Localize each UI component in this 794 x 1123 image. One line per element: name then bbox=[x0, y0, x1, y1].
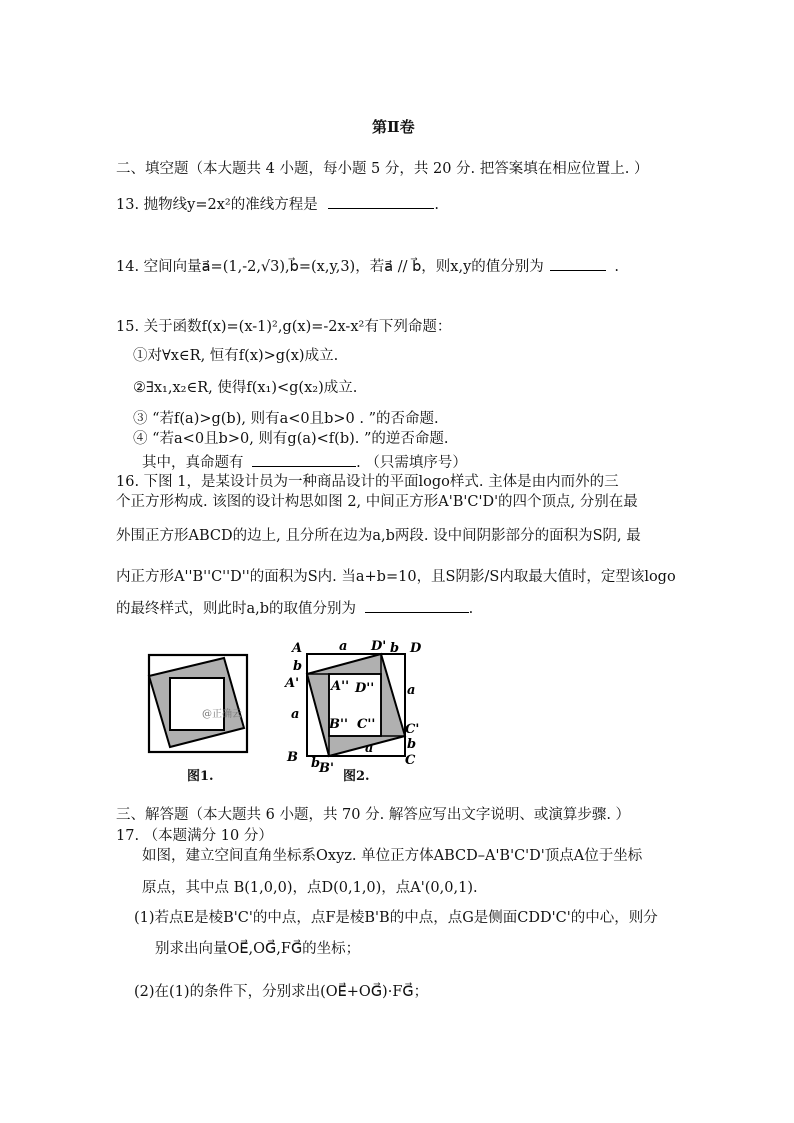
question-15-item-1: ①对∀x∈R, 恒有f(x)>g(x)成立. bbox=[133, 348, 339, 364]
fig1-inner-square bbox=[170, 678, 224, 730]
page-title: 第Ⅱ卷 bbox=[372, 118, 415, 136]
fig2-label-A: A bbox=[292, 641, 303, 656]
question-15-item-3: ③ “若f(a)>g(b), 则有a<0且b>0 . ”的否命题. bbox=[133, 411, 439, 427]
question-15-item-4: ④ “若a<0且b>0, 则有g(a)<f(b). ”的逆否命题. bbox=[133, 431, 449, 447]
fig2-label-a-left: a bbox=[291, 707, 300, 722]
question-14-tail: . bbox=[614, 259, 619, 275]
fig2-label-a-bottom: a bbox=[365, 741, 374, 756]
question-15-answer-suffix: . （只需填序号） bbox=[356, 455, 467, 471]
figure-2 bbox=[283, 636, 433, 784]
question-16-line-1: 16. 下图 1，是某设计员为一种商品设计的平面logo样式. 主体是由内而外的三 bbox=[116, 474, 619, 490]
question-17-line-5: (2)在(1)的条件下，分别求出(OE⃗+OG⃗)·FG⃗； bbox=[134, 984, 429, 1000]
fig2-label-b-bottom-left: b bbox=[311, 756, 321, 771]
fig2-label-D1: D' bbox=[371, 639, 387, 654]
question-17-line-4: 别求出向量OE⃗,OG⃗,FG⃗的坐标； bbox=[155, 941, 361, 957]
question-13 bbox=[116, 193, 439, 215]
fig2-label-C1: C' bbox=[405, 722, 420, 737]
question-14-text: 14. 空间向量a⃗=(1,-2,√3),b⃗=(x,y,3)，若a⃗ // b⃗，则x,y的值分别为 bbox=[116, 259, 544, 275]
question-16-line-5 bbox=[116, 597, 473, 619]
fig2-label-B: B bbox=[287, 750, 298, 765]
fig2-label-A1: A' bbox=[285, 676, 300, 691]
fig2-label-C2: C'' bbox=[357, 717, 376, 732]
question-17-line-2: 原点，其中点 B(1,0,0)，点D(0,1,0)，点A'(0,0,1). bbox=[142, 880, 478, 896]
figure-1 bbox=[140, 646, 255, 754]
question-15-item-2: ②∃x₁,x₂∈R, 使得f(x₁)<g(x₂)成立. bbox=[133, 380, 358, 396]
question-15-answer-prefix: 其中，真命题有 bbox=[142, 455, 244, 471]
answer-blank-16[interactable] bbox=[365, 597, 469, 613]
fig2-label-b-top-left: b bbox=[293, 659, 303, 674]
question-16-tail: . bbox=[468, 601, 474, 617]
figure-2-label: 图2. bbox=[343, 769, 370, 784]
answer-blank-13[interactable] bbox=[328, 193, 434, 209]
question-16-line-4: 内正方形A''B''C''D''的面积为S内. 当a+b=10，且S阴影/S内取最大值时，定型该logo bbox=[116, 569, 676, 585]
fig2-label-B2: B'' bbox=[329, 717, 348, 732]
answer-blank-15[interactable] bbox=[252, 451, 356, 467]
question-16-line-2: 个正方形构成. 该图的设计构思如图 2, 中间正方形A'B'C'D'的四个顶点, 分别在最 bbox=[116, 494, 638, 510]
question-17-line-1: 如图，建立空间直角坐标系Oxyz. 单位正方体ABCD–A'B'C'D'顶点A位于坐标 bbox=[142, 848, 643, 864]
question-15-stem: 15. 关于函数f(x)=(x-1)²,g(x)=-2x-x²有下列命题： bbox=[116, 319, 452, 335]
answer-blank-14[interactable] bbox=[550, 255, 606, 271]
question-17-head: 17. （本题满分 10 分） bbox=[116, 828, 273, 844]
fig2-label-a-top: a bbox=[339, 639, 348, 654]
fig1-watermark: @正确云 bbox=[202, 709, 242, 720]
question-16-line-5-text: 的最终样式，则此时a,b的取值分别为 bbox=[116, 601, 357, 617]
figure-1-label: 图1. bbox=[187, 769, 214, 784]
fig2-label-b-top-right: b bbox=[390, 641, 400, 656]
fig2-label-a-right: a bbox=[407, 683, 416, 698]
question-15-answer bbox=[142, 451, 467, 473]
question-14 bbox=[116, 255, 619, 277]
fig2-label-B1: B' bbox=[319, 761, 334, 776]
section2-heading: 二、填空题（本大题共 4 小题，每小题 5 分，共 20 分. 把答案填在相应位置上. ） bbox=[116, 161, 649, 177]
question-13-text: 13. 抛物线y=2x²的准线方程是 bbox=[116, 197, 318, 213]
fig2-label-C: C bbox=[405, 753, 416, 768]
fig2-label-b-bottom-right: b bbox=[407, 737, 417, 752]
fig2-label-D: D bbox=[410, 641, 422, 656]
fig2-label-D2: D'' bbox=[355, 681, 375, 696]
fig2-label-A2: A'' bbox=[331, 679, 350, 694]
question-16-line-3: 外围正方形ABCD的边上, 且分所在边为a,b两段. 设中间阴影部分的面积为S阴, 最 bbox=[116, 528, 641, 544]
question-13-tail: . bbox=[434, 197, 439, 213]
question-17-line-3: (1)若点E是棱B'C'的中点，点F是棱B'B的中点，点G是侧面CDD'C'的中心，则分 bbox=[134, 910, 658, 926]
section3-heading: 三、解答题（本大题共 6 小题，共 70 分. 解答应写出文字说明、或演算步骤. ） bbox=[116, 807, 631, 823]
